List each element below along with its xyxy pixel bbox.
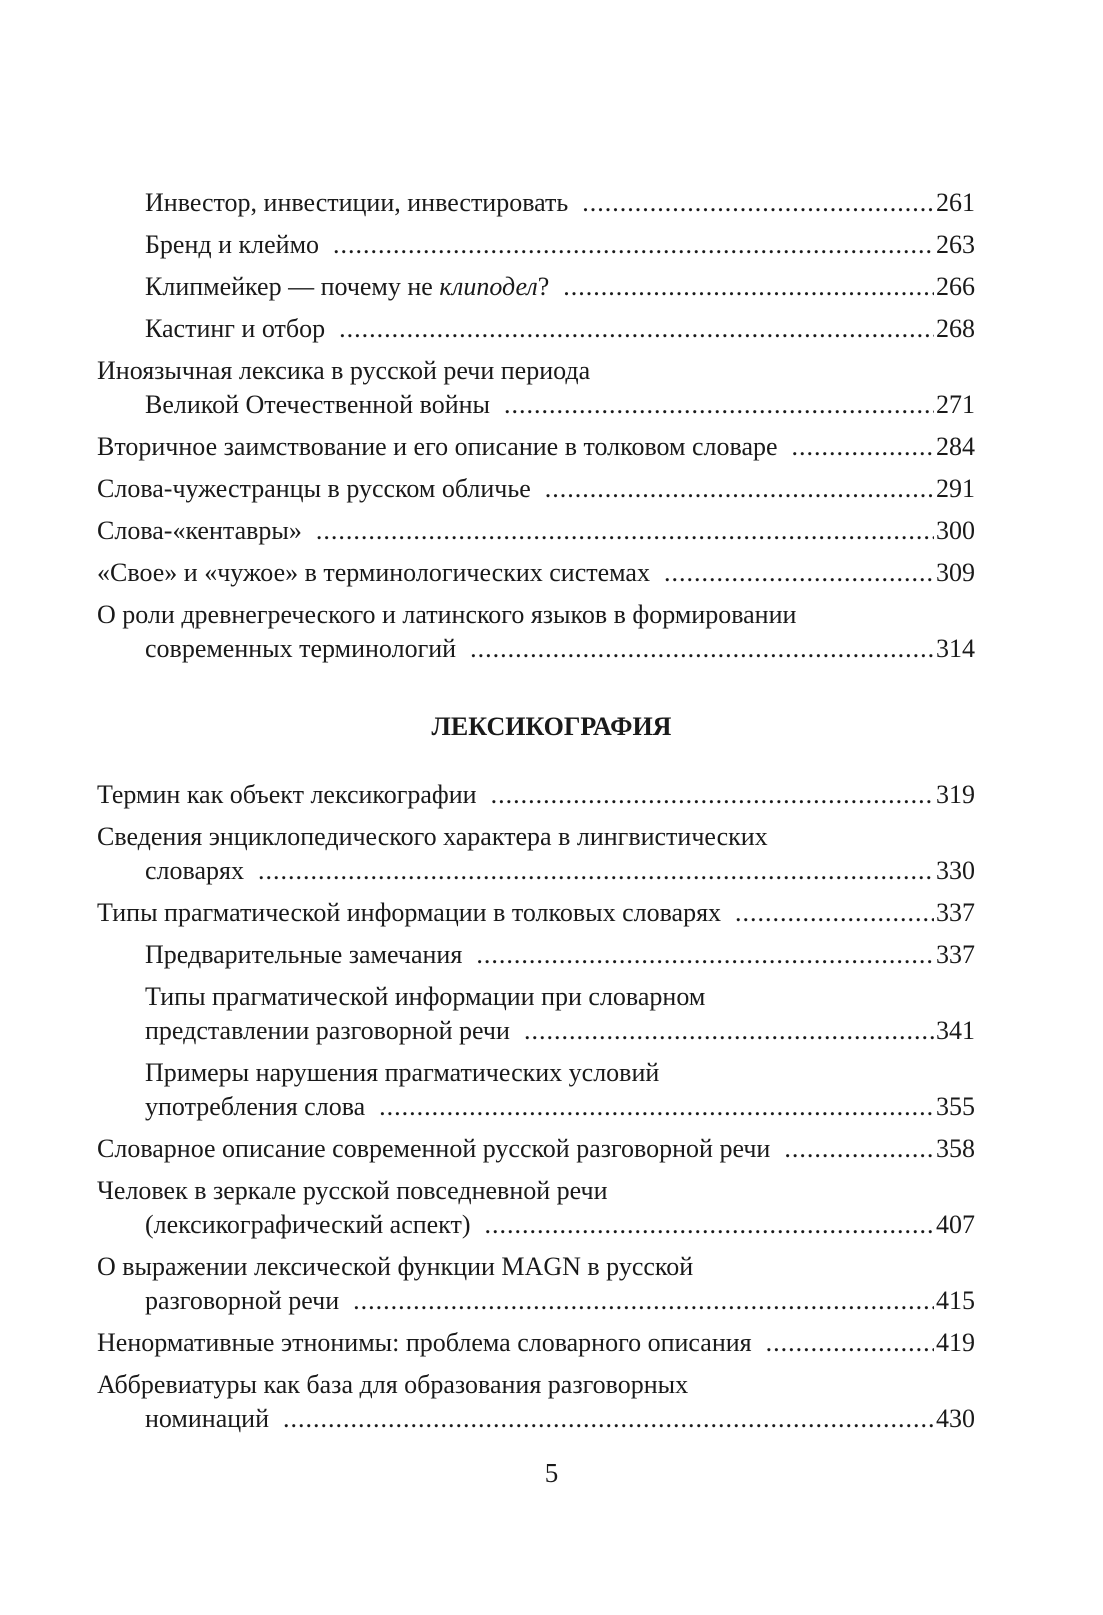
toc-entry[interactable] — [97, 1250, 975, 1318]
leader-dots — [316, 514, 934, 548]
toc-entry-title: «Свое» и «чужое» в терминологических системах — [97, 558, 650, 587]
toc-entry[interactable] — [97, 1132, 975, 1166]
leader-dots — [353, 1284, 934, 1318]
toc-entry-page: 284 — [936, 432, 975, 461]
section-heading: ЛЕКСИКОГРАФИЯ — [431, 712, 672, 741]
toc-entry-title: употребления слова — [145, 1092, 366, 1121]
toc-entry[interactable] — [97, 896, 975, 930]
toc-entry-page: 261 — [936, 188, 975, 217]
toc-entry-page: 319 — [936, 780, 975, 809]
toc-entry-title: Словарное описание современной русской разговорной речи — [97, 1134, 771, 1163]
toc-entry[interactable] — [97, 472, 975, 506]
toc-entry-title: Термин как объект лексикографии — [97, 780, 477, 809]
leader-dots — [379, 1090, 934, 1124]
toc-entry[interactable] — [97, 354, 975, 422]
toc-entry-page: 330 — [936, 856, 975, 885]
toc-entry-page: 314 — [936, 634, 975, 663]
leader-dots — [784, 1132, 934, 1166]
leader-dots — [333, 228, 934, 262]
toc-entry-page: 415 — [936, 1286, 975, 1315]
leader-dots — [735, 896, 934, 930]
toc-entry-title: Великой Отечественной войны — [145, 390, 490, 419]
page-number: 5 — [544, 1458, 559, 1488]
toc-entry-title: разговорной речи — [145, 1286, 340, 1315]
toc-entry-page: 271 — [936, 390, 975, 419]
leader-dots — [258, 854, 934, 888]
toc-entry-title: Ненормативные этнонимы: проблема словарного описания — [97, 1328, 752, 1357]
leader-dots — [339, 312, 934, 346]
toc-entry-title: Слова-чужестранцы в русском обличье — [97, 474, 531, 503]
toc-entry[interactable] — [97, 980, 975, 1048]
toc-entry[interactable] — [97, 312, 975, 346]
toc-entry-title: Вторичное заимствование и его описание в толковом словаре — [97, 432, 778, 461]
toc-entry[interactable] — [97, 270, 975, 304]
title-part: ? — [537, 272, 550, 301]
toc-entry[interactable] — [97, 556, 975, 590]
toc-entry-title: Бренд и клеймо — [145, 230, 320, 259]
toc-entry-title-line1: О роли древнегреческого и латинского языков в формировании — [97, 600, 797, 629]
leader-dots — [485, 1208, 935, 1242]
title-italic-part: клиподел — [439, 272, 538, 301]
toc-entry-title: (лексикографический аспект) — [145, 1210, 471, 1239]
toc-entry-page: 407 — [936, 1210, 975, 1239]
toc-entry-title-line1: Примеры нарушения прагматических условий — [145, 1058, 660, 1087]
toc-entry-title: Типы прагматической информации в толковых словарях — [97, 898, 722, 927]
toc-entry-title-line1: О выражении лексической функции MAGN в русской — [97, 1252, 694, 1281]
toc-entry-page: 337 — [936, 940, 975, 969]
toc-entry-title-line1: Типы прагматической информации при словарном — [145, 982, 706, 1011]
title-part: Клипмейкер — почему не — [145, 272, 440, 301]
toc-entry-title: номинаций — [145, 1404, 269, 1433]
toc-entry[interactable] — [97, 186, 975, 220]
toc-section-borrowings — [97, 186, 975, 674]
toc-entry-title-line1: Сведения энциклопедического характера в лингвистических — [97, 822, 768, 851]
leader-dots — [491, 778, 934, 812]
toc-entry[interactable] — [97, 938, 975, 972]
toc-entry-title: словарях — [145, 856, 244, 885]
toc-entry-page: 291 — [936, 474, 975, 503]
toc-entry-page: 419 — [936, 1328, 975, 1357]
leader-dots — [470, 632, 934, 666]
toc-entry-title: Слова-«кентавры» — [97, 516, 302, 545]
leader-dots — [524, 1014, 934, 1048]
leader-dots — [792, 430, 934, 464]
toc-entry-page: 430 — [936, 1404, 975, 1433]
leader-dots — [766, 1326, 934, 1360]
leader-dots — [504, 388, 934, 422]
toc-entry[interactable] — [97, 228, 975, 262]
leader-dots — [563, 270, 934, 304]
toc-entry-page: 337 — [936, 898, 975, 927]
toc-entry[interactable] — [97, 1368, 975, 1436]
toc-entry[interactable] — [97, 1056, 975, 1124]
toc-entry-title-line1: Человек в зеркале русской повседневной речи — [97, 1176, 608, 1205]
toc-entry[interactable] — [97, 778, 975, 812]
toc-entry-page: 266 — [936, 272, 975, 301]
toc-entry-page: 263 — [936, 230, 975, 259]
toc-entry-title — [145, 270, 549, 304]
toc-entry-title: представлении разговорной речи — [145, 1016, 510, 1045]
toc-entry-title: Кастинг и отбор — [145, 314, 326, 343]
toc-entry[interactable] — [97, 430, 975, 464]
toc-entry-title: Инвестор, инвестиции, инвестировать — [145, 188, 569, 217]
toc-entry-page: 358 — [936, 1134, 975, 1163]
leader-dots — [582, 186, 934, 220]
leader-dots — [664, 556, 934, 590]
toc-entry-page: 309 — [936, 558, 975, 587]
toc-entry[interactable] — [97, 514, 975, 548]
toc-entry-page: 355 — [936, 1092, 975, 1121]
toc-entry-page: 341 — [936, 1016, 975, 1045]
toc-entry[interactable] — [97, 598, 975, 666]
toc-entry[interactable] — [97, 1174, 975, 1242]
leader-dots — [476, 938, 934, 972]
toc-entry-page: 268 — [936, 314, 975, 343]
toc-entry-title: современных терминологий — [145, 634, 457, 663]
toc-entry-title-line1: Иноязычная лексика в русской речи периода — [97, 356, 591, 385]
leader-dots — [545, 472, 934, 506]
toc-section-lexicography — [97, 778, 975, 1444]
toc-entry-page: 300 — [936, 516, 975, 545]
toc-entry[interactable] — [97, 1326, 975, 1360]
toc-entry[interactable] — [97, 820, 975, 888]
leader-dots — [283, 1402, 934, 1436]
toc-entry-title-line1: Аббревиатуры как база для образования разговорных — [97, 1370, 689, 1399]
toc-entry-title: Предварительные замечания — [145, 940, 463, 969]
